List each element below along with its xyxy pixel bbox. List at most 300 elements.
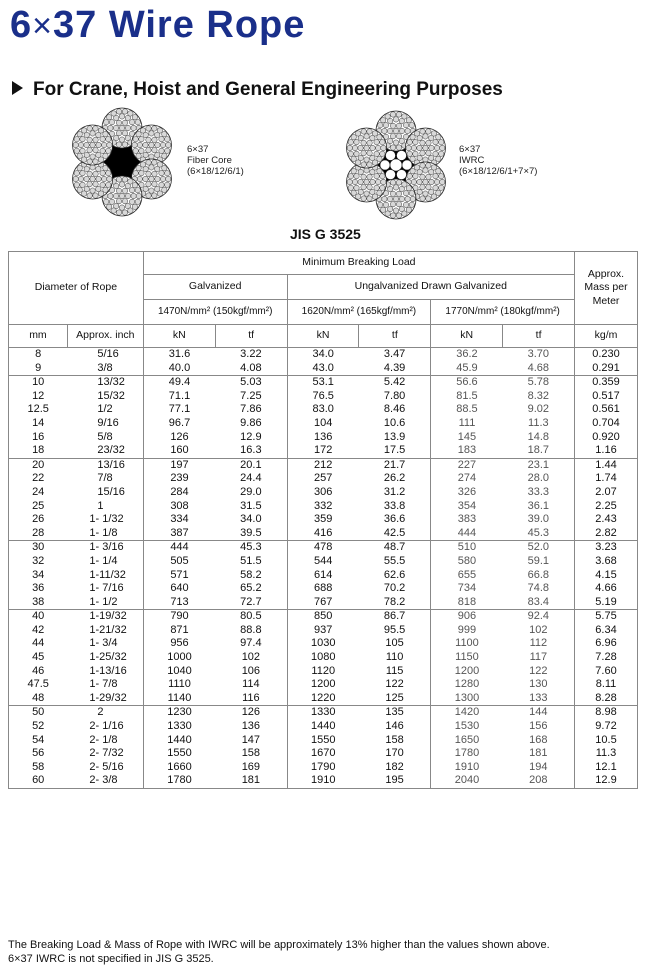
cell-g1620-tf: 195	[385, 774, 404, 787]
cell-diameter-mm: 32	[32, 554, 45, 567]
iwrc-rope-cross-section	[340, 109, 452, 221]
cell-diameter-inch: 1- 7/16	[89, 582, 124, 595]
cell-g1620-kn: 478	[287, 541, 359, 555]
cell-g1470-tf: 106	[241, 664, 261, 677]
cell-g1620-tf: 115	[385, 664, 404, 677]
cell-g1770-tf: 4.68	[527, 361, 550, 374]
table-row	[9, 417, 638, 431]
header-grade-1470: 1470N/mm² (150kgf/mm²)	[143, 300, 287, 325]
cell-g1620-kn: 1790	[287, 761, 359, 775]
cell-g1470-kn: 1330	[143, 720, 215, 734]
cell-g1620-kn: 172	[287, 444, 359, 458]
cell-g1470-kn: 31.6	[143, 348, 215, 362]
cell-g1770-kn: 183	[431, 444, 503, 458]
cell-g1620-kn: 1670	[287, 747, 359, 761]
cell-diameter-inch: 1- 3/4	[89, 637, 118, 650]
cell-diameter-inch: 7/8	[97, 472, 113, 485]
cell-g1620-kn: 359	[287, 513, 359, 527]
cell-g1770-tf: 168	[529, 733, 548, 746]
header-galvanized: Galvanized	[143, 275, 287, 300]
standard-label: JIS G 3525	[290, 226, 361, 242]
header-grade-1620: 1620N/mm² (165kgf/mm²)	[287, 300, 431, 325]
cell-mass-kgm: 0.359	[575, 376, 638, 390]
cell-g1620-kn: 76.5	[287, 390, 359, 404]
cell-diameter-mm: 46	[32, 664, 45, 677]
table-row	[9, 513, 638, 527]
cell-diameter-inch: 1	[97, 499, 104, 512]
cell-g1470-tf: 65.2	[240, 582, 262, 595]
cell-diameter-mm: 20	[9, 458, 68, 472]
cell-g1770-tf: 117	[529, 651, 548, 664]
header-kn: kN	[143, 325, 215, 348]
table-row	[9, 541, 638, 555]
cell-g1470-kn: 871	[143, 624, 215, 638]
cell-g1770-kn: 326	[431, 486, 503, 500]
cell-diameter-inch: 5/8	[97, 430, 113, 443]
cell-g1620-kn: 83.0	[287, 403, 359, 417]
cell-g1620-tf: 13.9	[383, 430, 406, 443]
cell-diameter-mm: 45	[32, 651, 45, 664]
cell-g1620-tf: 31.2	[383, 485, 406, 498]
cell-g1620-kn: 212	[287, 458, 359, 472]
cell-g1620-kn: 688	[287, 582, 359, 596]
cell-diameter-inch: 23/32	[97, 444, 125, 457]
cell-g1620-tf: 7.80	[383, 389, 406, 402]
cell-g1770-tf: 8.32	[527, 389, 550, 402]
cell-g1470-kn: 197	[143, 458, 215, 472]
cell-diameter-mm: 38	[32, 595, 45, 608]
cell-g1470-kn: 387	[143, 527, 215, 541]
cell-g1770-kn: 1150	[431, 651, 503, 665]
cell-diameter-mm: 26	[32, 513, 45, 526]
cell-g1620-kn: 1440	[287, 720, 359, 734]
table-row	[9, 376, 638, 390]
cell-g1770-kn: 45.9	[431, 362, 503, 376]
cell-g1470-kn: 1140	[143, 692, 215, 706]
cell-g1770-tf: 36.1	[527, 499, 550, 512]
cell-g1770-kn: 2040	[431, 774, 503, 788]
cell-g1470-kn: 77.1	[143, 403, 215, 417]
cell-g1470-tf: 114	[242, 678, 260, 691]
cell-g1620-kn: 1330	[287, 706, 359, 720]
cell-mass-kgm: 0.230	[575, 348, 638, 362]
cell-g1770-tf: 39.0	[527, 513, 550, 526]
cell-diameter-inch: 1/2	[97, 403, 113, 416]
iwrc-outer-strand	[397, 170, 407, 180]
spec-table	[8, 251, 638, 789]
cell-g1620-tf: 135	[359, 706, 431, 720]
table-row	[9, 774, 638, 788]
table-row	[9, 720, 638, 734]
cell-g1470-tf: 20.1	[215, 458, 287, 472]
table-row	[9, 747, 638, 761]
cell-diameter-inch: 13/32	[67, 376, 143, 390]
cell-g1470-kn: 284	[143, 486, 215, 500]
table-row	[9, 527, 638, 541]
cell-g1770-tf: 144	[503, 706, 575, 720]
cell-g1470-tf: 169	[241, 760, 261, 773]
cell-g1620-kn: 1550	[287, 734, 359, 748]
cell-g1620-kn: 1220	[287, 692, 359, 706]
cell-g1620-kn: 1120	[287, 665, 359, 679]
cell-g1620-tf: 158	[385, 733, 404, 746]
cell-g1620-tf: 55.5	[383, 554, 406, 567]
cell-g1470-tf: 24.4	[240, 472, 262, 485]
cell-g1770-tf: 194	[529, 760, 548, 773]
cell-g1770-kn: 444	[431, 527, 503, 541]
cell-mass-kgm: 1.16	[575, 444, 638, 458]
cell-g1620-tf: 26.2	[383, 472, 406, 485]
cell-g1620-kn: 104	[287, 417, 359, 431]
cell-g1470-tf: 97.4	[240, 637, 262, 650]
cell-mass-kgm: 5.75	[575, 610, 638, 624]
cell-g1620-tf: 4.39	[383, 361, 406, 374]
cell-g1470-kn: 571	[143, 569, 215, 583]
cell-g1620-kn: 332	[287, 500, 359, 514]
cell-g1470-kn: 956	[143, 637, 215, 651]
header-inch: Approx. inch	[67, 325, 143, 348]
table-row	[9, 582, 638, 596]
cell-mass-kgm: 0.704	[575, 417, 638, 431]
cell-g1470-kn: 505	[143, 555, 215, 569]
header-kn: kN	[287, 325, 359, 348]
cell-mass-kgm: 11.3	[575, 747, 638, 761]
cell-g1770-tf: 66.8	[527, 568, 550, 581]
cell-mass-kgm: 6.34	[575, 624, 638, 638]
cell-diameter-inch: 15/16	[97, 485, 125, 498]
cell-g1770-tf: 9.02	[527, 403, 550, 416]
cell-g1470-tf: 39.5	[240, 526, 262, 539]
table-row	[9, 458, 638, 472]
cell-diameter-inch: 2- 5/16	[89, 760, 124, 773]
cell-diameter-inch: 1-29/32	[89, 691, 127, 704]
cell-g1770-tf: 14.8	[527, 430, 550, 443]
cell-g1770-kn: 818	[431, 596, 503, 610]
cell-g1470-tf: 12.9	[240, 430, 262, 443]
cell-g1620-kn: 416	[287, 527, 359, 541]
cell-g1620-tf: 70.2	[383, 582, 406, 595]
cell-g1470-tf: 102	[241, 651, 261, 664]
cell-g1470-kn: 160	[143, 444, 215, 458]
cell-g1770-tf: 5.78	[503, 376, 575, 390]
cell-g1770-kn: 906	[431, 610, 503, 624]
cell-mass-kgm: 2.25	[575, 500, 638, 514]
cell-g1620-tf: 146	[385, 720, 404, 733]
cell-g1620-tf: 36.6	[383, 513, 406, 526]
cell-mass-kgm: 10.5	[575, 734, 638, 748]
cell-g1770-tf: 130	[529, 678, 548, 691]
table-row	[9, 444, 638, 458]
cell-g1770-kn: 999	[431, 624, 503, 638]
cell-g1470-tf: 136	[241, 720, 261, 733]
cell-g1770-tf: 18.7	[527, 444, 550, 457]
cell-mass-kgm: 8.11	[575, 678, 638, 692]
cell-g1620-kn: 1080	[287, 651, 359, 665]
cell-g1770-kn: 383	[431, 513, 503, 527]
cell-g1770-tf: 45.3	[527, 526, 550, 539]
cell-g1770-tf: 83.4	[527, 595, 550, 608]
cell-g1620-kn: 1200	[287, 678, 359, 692]
cell-g1470-kn: 1780	[143, 774, 215, 788]
cell-g1620-tf: 21.7	[359, 458, 431, 472]
cell-g1770-tf: 33.3	[527, 485, 550, 498]
cell-g1770-kn: 1910	[431, 761, 503, 775]
table-row	[9, 362, 638, 376]
cell-diameter-mm: 12	[32, 389, 45, 402]
cell-g1470-tf: 147	[241, 733, 261, 746]
cell-g1470-kn: 40.0	[143, 362, 215, 376]
page-title: 6×37 Wire Rope	[10, 4, 306, 46]
cell-mass-kgm: 8.98	[575, 706, 638, 720]
cell-mass-kgm: 1.44	[575, 458, 638, 472]
cell-mass-kgm: 7.60	[575, 665, 638, 679]
cell-mass-kgm: 8.28	[575, 692, 638, 706]
cell-diameter-mm: 52	[32, 720, 45, 733]
table-row	[9, 500, 638, 514]
cell-diameter-inch: 1- 7/8	[89, 678, 118, 691]
cell-g1770-kn: 1420	[431, 706, 503, 720]
footnote: The Breaking Load & Mass of Rope with IWRC will be approximately 13% higher than the values shown above. 6×37 IWRC is not specified in JIS G 3525.	[8, 939, 550, 965]
arrow-right-icon	[12, 81, 23, 95]
cell-g1770-tf: 92.4	[503, 610, 575, 624]
cell-g1470-kn: 1040	[143, 665, 215, 679]
cell-g1620-tf: 62.6	[383, 568, 406, 581]
header-ungalvanized: Ungalvanized Drawn Galvanized	[287, 275, 574, 300]
cell-g1620-tf: 182	[385, 760, 404, 773]
cell-diameter-inch: 1- 1/2	[89, 595, 118, 608]
cell-g1620-tf: 125	[385, 691, 404, 704]
cell-g1470-tf: 45.3	[215, 541, 287, 555]
cell-mass-kgm: 4.66	[575, 582, 638, 596]
cell-g1470-tf: 72.7	[240, 595, 262, 608]
cell-g1620-tf: 105	[385, 637, 404, 650]
section-subtitle: For Crane, Hoist and General Engineering Purposes	[12, 79, 503, 101]
header-tf: tf	[359, 325, 431, 348]
cell-g1470-tf: 7.86	[240, 403, 262, 416]
table-row	[9, 665, 638, 679]
cell-g1620-kn: 257	[287, 472, 359, 486]
cell-g1620-tf: 78.2	[383, 595, 406, 608]
header-grade-1770: 1770N/mm² (180kgf/mm²)	[431, 300, 575, 325]
cell-g1620-tf: 10.6	[383, 416, 406, 429]
cell-g1470-kn: 640	[143, 582, 215, 596]
cell-g1470-kn: 1110	[143, 678, 215, 692]
cell-g1470-tf: 126	[215, 706, 287, 720]
cell-g1470-tf: 88.8	[240, 623, 262, 636]
table-row	[9, 348, 638, 362]
cell-g1770-kn: 88.5	[431, 403, 503, 417]
cell-g1470-tf: 51.5	[240, 554, 262, 567]
table-row	[9, 706, 638, 720]
cell-diameter-mm: 8	[35, 348, 42, 360]
table-row	[9, 624, 638, 638]
cell-mass-kgm: 0.561	[575, 403, 638, 417]
cell-g1770-kn: 81.5	[431, 390, 503, 404]
cell-mass-kgm: 3.23	[575, 541, 638, 555]
cell-mass-kgm: 3.68	[575, 555, 638, 569]
cell-g1470-kn: 308	[143, 500, 215, 514]
cell-g1470-kn: 126	[143, 431, 215, 445]
cell-diameter-mm: 16	[32, 430, 45, 443]
cell-mass-kgm: 0.920	[575, 431, 638, 445]
cell-diameter-mm: 54	[32, 733, 45, 746]
cell-g1620-kn: 53.1	[287, 376, 359, 390]
cell-g1620-tf: 8.46	[383, 403, 406, 416]
cell-g1770-kn: 145	[431, 431, 503, 445]
cell-g1620-kn: 614	[287, 569, 359, 583]
rope-strand	[73, 125, 113, 165]
table-row	[9, 610, 638, 624]
cell-g1620-kn: 136	[287, 431, 359, 445]
cell-g1620-tf: 170	[385, 747, 404, 760]
iwrc-outer-strand	[402, 160, 412, 170]
spec-table-body	[9, 348, 638, 789]
cell-g1770-kn: 227	[431, 458, 503, 472]
cell-diameter-inch: 5/16	[97, 348, 119, 360]
cell-g1770-tf: 102	[529, 623, 548, 636]
cell-diameter-mm: 42	[32, 623, 45, 636]
cell-diameter-inch: 15/32	[97, 389, 125, 402]
cell-diameter-inch: 3/8	[97, 361, 113, 374]
cell-g1470-kn: 1440	[143, 734, 215, 748]
cell-g1620-tf: 110	[385, 651, 404, 664]
table-row	[9, 637, 638, 651]
cell-g1470-kn: 96.7	[143, 417, 215, 431]
table-row	[9, 403, 638, 417]
cell-g1620-kn: 850	[287, 610, 359, 624]
cell-g1770-kn: 111	[431, 417, 503, 431]
iwrc-core-strand	[390, 159, 402, 171]
cell-diameter-inch: 1-25/32	[89, 651, 127, 664]
cell-g1470-tf: 16.3	[240, 444, 262, 457]
cell-mass-kgm: 2.07	[575, 486, 638, 500]
cell-diameter-inch: 1-11/32	[89, 568, 126, 581]
header-mm: mm	[9, 325, 68, 348]
table-row	[9, 734, 638, 748]
cell-diameter-inch: 1-19/32	[67, 610, 143, 624]
cell-g1770-tf: 156	[529, 720, 548, 733]
cell-g1770-kn: 1530	[431, 720, 503, 734]
cell-diameter-mm: 18	[32, 444, 45, 457]
table-row	[9, 486, 638, 500]
cell-diameter-mm: 14	[32, 416, 45, 429]
table-row	[9, 390, 638, 404]
cell-g1470-kn: 49.4	[143, 376, 215, 390]
table-row	[9, 692, 638, 706]
cell-g1470-tf: 181	[241, 774, 261, 787]
cell-mass-kgm: 6.96	[575, 637, 638, 651]
header-kgm: kg/m	[575, 325, 638, 348]
cell-diameter-inch: 1- 1/32	[89, 513, 124, 526]
cell-g1470-tf: 158	[241, 747, 261, 760]
cell-g1770-kn: 1780	[431, 747, 503, 761]
cell-mass-kgm: 1.74	[575, 472, 638, 486]
iwrc-outer-strand	[386, 170, 396, 180]
cell-mass-kgm: 5.19	[575, 596, 638, 610]
cell-g1470-kn: 239	[143, 472, 215, 486]
cell-mass-kgm: 7.28	[575, 651, 638, 665]
cell-diameter-inch: 2- 1/16	[89, 720, 124, 733]
cell-g1470-tf: 31.5	[240, 499, 262, 512]
cell-g1770-kn: 274	[431, 472, 503, 486]
cell-g1770-tf: 122	[529, 664, 548, 677]
cell-diameter-mm: 58	[32, 760, 45, 773]
cell-g1620-kn: 1030	[287, 637, 359, 651]
cell-diameter-mm: 50	[9, 706, 68, 720]
table-row	[9, 651, 638, 665]
cell-g1770-kn: 1200	[431, 665, 503, 679]
cell-g1770-kn: 1300	[431, 692, 503, 706]
fiber-core-rope-cross-section	[66, 106, 178, 218]
cell-g1470-kn: 71.1	[143, 390, 215, 404]
cell-g1470-kn: 790	[143, 610, 215, 624]
table-row	[9, 761, 638, 775]
cell-g1770-kn: 1650	[431, 734, 503, 748]
cell-g1620-kn: 767	[287, 596, 359, 610]
cell-g1620-tf: 42.5	[383, 526, 406, 539]
cell-diameter-mm: 24	[32, 485, 45, 498]
cell-g1770-tf: 23.1	[503, 458, 575, 472]
cell-g1470-kn: 444	[143, 541, 215, 555]
cell-diameter-inch: 2- 1/8	[89, 733, 118, 746]
header-diameter: Diameter of Rope	[9, 252, 144, 325]
cell-g1470-tf: 7.25	[240, 389, 262, 402]
cell-g1470-tf: 5.03	[215, 376, 287, 390]
cell-g1620-kn: 937	[287, 624, 359, 638]
cell-g1470-tf: 3.22	[240, 348, 262, 360]
header-tf: tf	[215, 325, 287, 348]
cell-g1770-kn: 1100	[431, 637, 503, 651]
cell-g1470-kn: 713	[143, 596, 215, 610]
cell-g1620-tf: 3.47	[383, 348, 406, 360]
cell-mass-kgm: 12.1	[575, 761, 638, 775]
fiber-core-rope-label: 6×37 Fiber Core (6×18/12/6/1)	[187, 144, 244, 177]
cell-g1770-kn: 580	[431, 555, 503, 569]
cell-g1770-kn: 734	[431, 582, 503, 596]
cell-g1620-kn: 1910	[287, 774, 359, 788]
cell-g1470-tf: 116	[242, 691, 260, 704]
iwrc-outer-strand	[386, 150, 396, 160]
cell-g1470-tf: 9.86	[240, 416, 262, 429]
cell-diameter-inch: 1-13/16	[89, 664, 127, 677]
cell-g1620-tf: 86.7	[359, 610, 431, 624]
cell-diameter-mm: 40	[9, 610, 68, 624]
cell-g1620-kn: 34.0	[287, 348, 359, 362]
cell-diameter-mm: 30	[9, 541, 68, 555]
cell-diameter-mm: 34	[32, 568, 45, 581]
cell-g1620-kn: 306	[287, 486, 359, 500]
cell-g1620-kn: 544	[287, 555, 359, 569]
header-mbl: Minimum Breaking Load	[143, 252, 574, 275]
cell-g1470-kn: 1550	[143, 747, 215, 761]
cell-g1620-tf: 17.5	[383, 444, 406, 457]
cell-g1770-tf: 11.3	[528, 416, 549, 429]
cell-g1470-kn: 334	[143, 513, 215, 527]
cell-diameter-mm: 22	[32, 472, 45, 485]
cell-g1620-kn: 43.0	[287, 362, 359, 376]
iwrc-outer-strand	[397, 150, 407, 160]
table-row	[9, 678, 638, 692]
cell-g1770-tf: 59.1	[527, 554, 550, 567]
cell-diameter-mm: 25	[32, 499, 45, 512]
cell-diameter-inch: 1- 3/16	[67, 541, 143, 555]
cell-g1770-kn: 655	[431, 569, 503, 583]
cell-mass-kgm: 0.517	[575, 390, 638, 404]
iwrc-outer-strand	[380, 160, 390, 170]
cell-diameter-inch: 2	[67, 706, 143, 720]
cell-g1770-kn: 354	[431, 500, 503, 514]
cell-diameter-inch: 1- 1/4	[89, 554, 118, 567]
